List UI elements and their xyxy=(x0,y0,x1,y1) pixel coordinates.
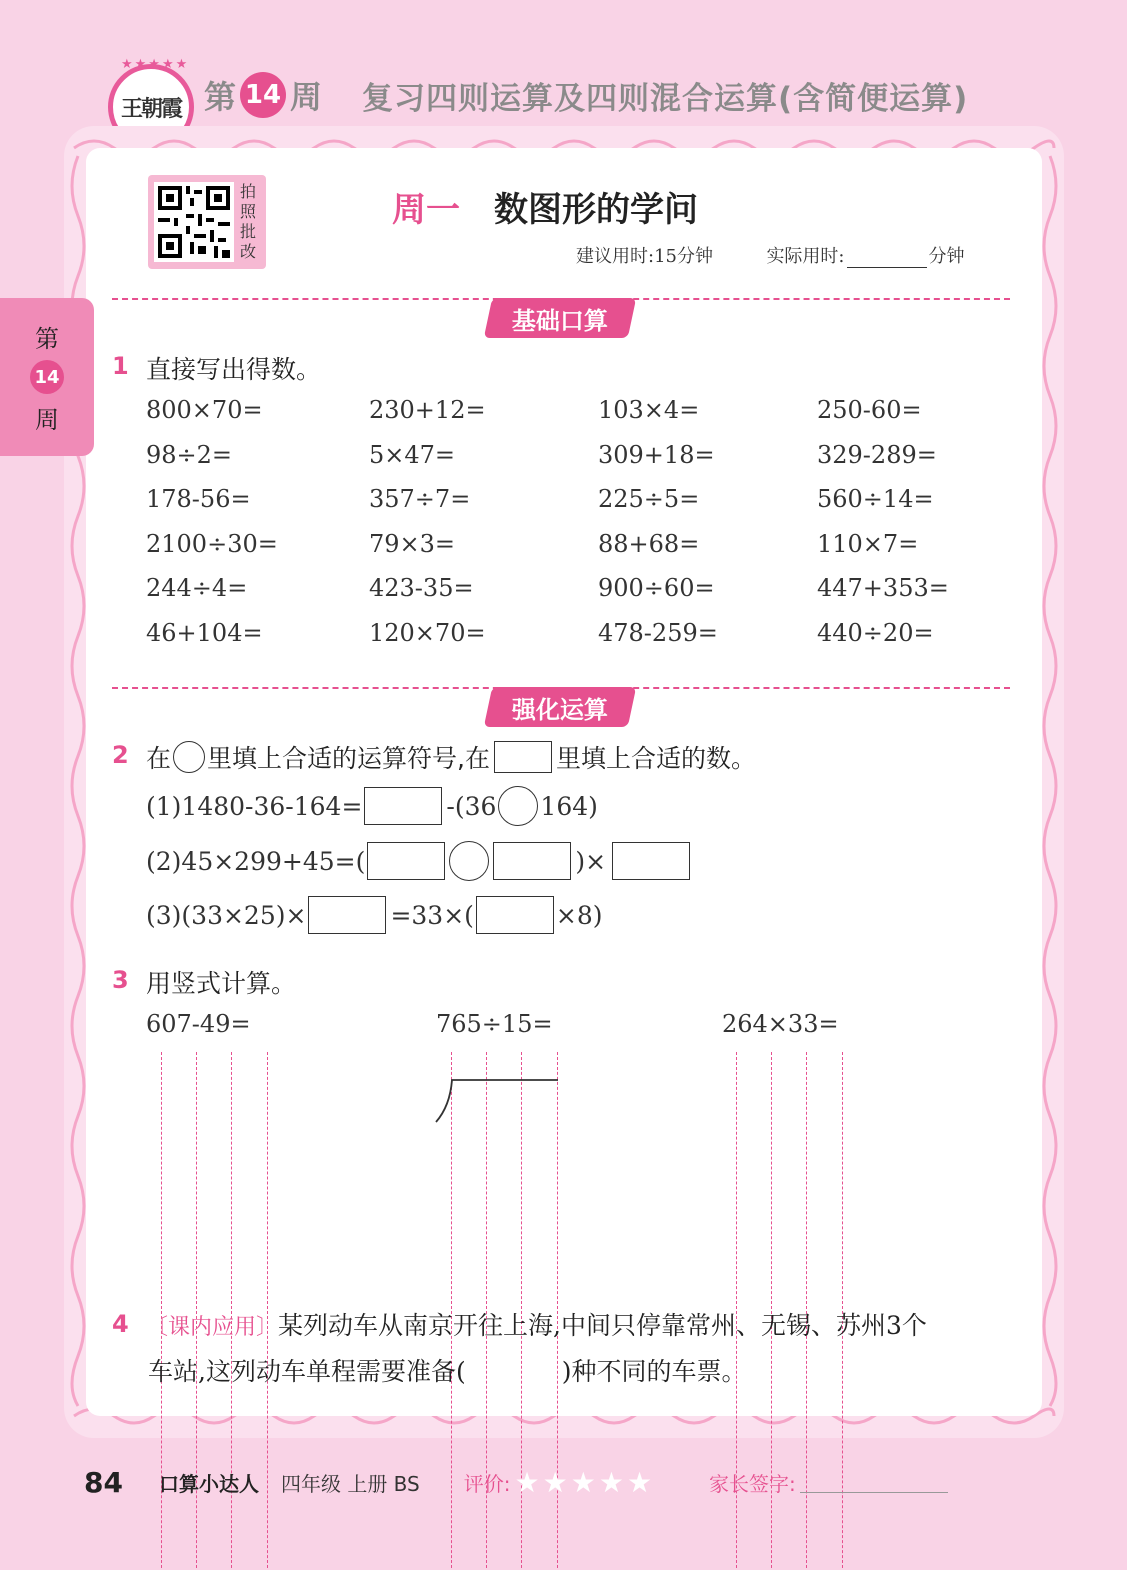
vertical-calc-problem: 264×33= xyxy=(722,1010,839,1038)
parent-signature-field[interactable] xyxy=(800,1471,948,1493)
actual-time-blank[interactable] xyxy=(847,250,927,268)
circle-symbol-icon xyxy=(173,741,205,773)
mental-math-item: 88+68= xyxy=(598,529,700,558)
grade-info: 四年级 上册 BS xyxy=(280,1471,420,1496)
section-ribbon-basic xyxy=(484,298,637,338)
chapter-title: 复习四则运算及四则混合运算(含简便运算) xyxy=(362,80,969,117)
mental-math-item: 120×70= xyxy=(369,619,486,647)
application-tag: 〔课内应用〕 xyxy=(146,1315,279,1340)
equation-part: (2)45×299+45=( xyxy=(146,846,366,876)
suggested-time: 建议用时:15分钟 xyxy=(576,246,713,267)
book-brand: 口算小达人 xyxy=(158,1471,259,1496)
q2-line-3 xyxy=(146,894,603,936)
q4-line-2-b: )种不同的车票。 xyxy=(561,1357,747,1386)
page-number: 84 xyxy=(84,1465,123,1499)
mental-math-item: 98÷2= xyxy=(146,440,233,469)
qr-label xyxy=(240,182,256,262)
mental-math-item: 79×3= xyxy=(369,529,456,558)
lesson-title xyxy=(392,182,698,231)
q2-line-1 xyxy=(146,786,598,826)
question-prompt xyxy=(146,1306,927,1342)
mental-math-item: 225÷5= xyxy=(598,485,700,514)
question-prompt: 直接写出得数。 xyxy=(146,355,322,384)
qr-code-panel[interactable] xyxy=(148,175,266,269)
q4-line-1: 某列动车从南京开往上海,中间只停靠常州、无锡、苏州3个 xyxy=(278,1311,927,1340)
question-number: 3 xyxy=(112,966,129,994)
question-prompt: 用竖式计算。 xyxy=(146,969,297,998)
section-ribbon-strengthen xyxy=(484,687,637,727)
logo-text: 王朝霞 xyxy=(120,95,181,122)
rating-star-icon[interactable]: ★ xyxy=(542,1465,568,1499)
mental-math-item: 329-289= xyxy=(817,440,937,469)
mental-math-item: 46+104= xyxy=(146,619,263,647)
answer-box[interactable] xyxy=(612,842,690,880)
side-tab-number: 14 xyxy=(30,360,64,394)
rating-star-icon[interactable]: ★ xyxy=(598,1465,624,1499)
equation-part: =33×( xyxy=(390,900,474,930)
prompt-part: 里填上合适的运算符号,在 xyxy=(207,744,490,773)
equation-part: -(36 xyxy=(446,791,497,821)
equation-part: )× xyxy=(575,846,607,876)
mental-math-item: 250-60= xyxy=(817,396,922,424)
qr-label-char: 拍 xyxy=(240,182,257,201)
rating-label: 评价: xyxy=(463,1471,511,1496)
week-number-badge: 14 xyxy=(240,72,286,118)
mental-math-item: 103×4= xyxy=(598,396,700,424)
actual-time-label: 实际用时: xyxy=(766,246,845,267)
qr-code-icon[interactable] xyxy=(154,182,234,262)
prompt-part: 里填上合适的数。 xyxy=(555,744,756,773)
mental-math-item: 230+12= xyxy=(369,396,486,424)
answer-box[interactable] xyxy=(476,896,554,934)
answer-box[interactable] xyxy=(308,896,386,934)
side-tab-suffix: 周 xyxy=(35,406,59,434)
operator-circle[interactable] xyxy=(449,841,489,881)
week-suffix: 周 xyxy=(290,78,323,116)
rating-star-icon[interactable]: ★ xyxy=(570,1465,596,1499)
rating-star-icon[interactable]: ★ xyxy=(514,1465,540,1499)
mental-math-item: 178-56= xyxy=(146,485,251,514)
question-number: 4 xyxy=(112,1310,129,1338)
box-symbol-icon xyxy=(494,741,552,773)
mental-math-item: 309+18= xyxy=(598,440,715,469)
mental-math-item: 447+353= xyxy=(817,574,949,603)
parent-signature-label: 家长签字: xyxy=(709,1471,796,1496)
section-ribbon-label: 基础口算 xyxy=(512,306,608,335)
mental-math-item: 110×7= xyxy=(817,529,919,558)
question-number: 1 xyxy=(112,352,129,380)
mental-math-item: 478-259= xyxy=(598,619,718,647)
mental-math-item: 900÷60= xyxy=(598,574,715,603)
rating-star-icon[interactable]: ★ xyxy=(626,1465,653,1499)
qr-label-char: 改 xyxy=(240,242,257,261)
mental-math-item: 357÷7= xyxy=(369,485,471,514)
logo-stars-icon: ★★★★★ xyxy=(121,57,190,72)
vertical-calc-problem: 607-49= xyxy=(146,1010,251,1038)
answer-box[interactable] xyxy=(493,842,571,880)
question-number: 2 xyxy=(112,741,129,769)
equation-part: (1)1480-36-164= xyxy=(146,791,363,821)
answer-blank[interactable] xyxy=(466,1356,562,1384)
lesson-day: 周一 xyxy=(392,190,460,230)
timing-info xyxy=(576,242,965,268)
prompt-part: 在 xyxy=(146,744,172,773)
operator-circle[interactable] xyxy=(498,786,538,826)
mental-math-item: 440÷20= xyxy=(817,619,934,647)
mental-math-item: 2100÷30= xyxy=(146,529,278,558)
week-prefix: 第 xyxy=(204,78,237,116)
mental-math-item: 423-35= xyxy=(369,574,474,603)
q2-line-2 xyxy=(146,840,690,882)
side-week-tab xyxy=(0,298,94,456)
answer-box[interactable] xyxy=(364,787,442,825)
week-label xyxy=(204,72,322,118)
q4-line-2-a: 车站,这列动车单程需要准备( xyxy=(148,1357,466,1386)
long-division-bracket-icon xyxy=(430,1076,564,1126)
lesson-topic: 数图形的学问 xyxy=(494,190,698,230)
worksheet-card xyxy=(86,148,1042,1416)
mental-math-item: 800×70= xyxy=(146,396,263,424)
answer-box[interactable] xyxy=(367,842,445,880)
actual-time-unit: 分钟 xyxy=(928,246,965,267)
q4-second-line xyxy=(148,1352,746,1388)
question-prompt xyxy=(146,739,756,775)
side-tab-prefix: 第 xyxy=(35,325,59,353)
section-ribbon-label: 强化运算 xyxy=(512,695,608,724)
equation-part: ×8) xyxy=(555,900,603,930)
equation-part: 164) xyxy=(540,791,598,821)
equation-part: (3)(33×25)× xyxy=(146,900,307,930)
qr-label-char: 照 xyxy=(240,202,257,221)
mental-math-item: 5×47= xyxy=(369,440,456,469)
mental-math-item: 560÷14= xyxy=(817,485,934,514)
page-footer xyxy=(84,1460,948,1504)
mental-math-item: 244÷4= xyxy=(146,574,248,603)
qr-label-char: 批 xyxy=(240,222,257,241)
vertical-calc-problem: 765÷15= xyxy=(436,1010,553,1038)
